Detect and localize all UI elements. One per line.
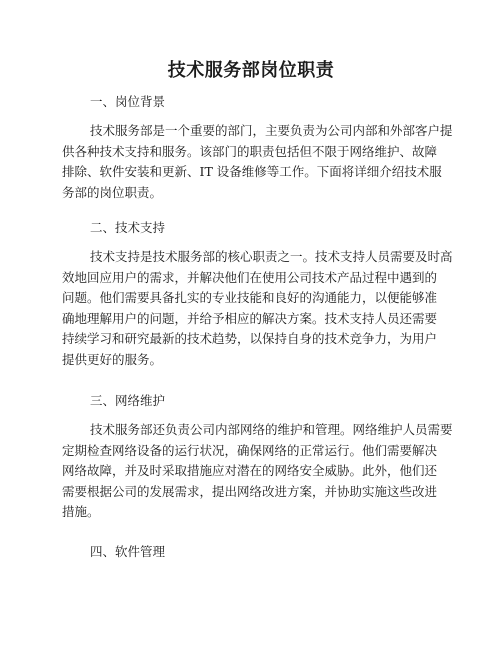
paragraph-line: 技术支持是技术服务部的核心职责之一。技术支持人员需要及时高	[90, 249, 453, 264]
section-heading-tech-support: 二、技术支持	[90, 220, 166, 235]
section-paragraph-background	[62, 121, 453, 203]
paragraph-line: 网络故障，并及时采取措施应对潜在的网络安全威胁。此外，他们还	[62, 463, 438, 478]
paragraph-line: 供各种技术支持和服务。该部门的职责包括但不限于网络维护、故障	[62, 143, 438, 159]
section-heading-network: 三、网络维护	[90, 393, 166, 408]
section-heading-software: 四、软件管理	[90, 544, 166, 559]
paragraph-line: 提供更好的服务。	[62, 351, 163, 367]
paragraph-line: 需要根据公司的发展需求，提出网络改进方案，并协助实施这些改进	[62, 483, 438, 499]
section-heading-background: 一、岗位背景	[90, 94, 166, 109]
paragraph-line: 效地回应用户的需求，并解决他们在使用公司技术产品过程中遇到的	[62, 269, 438, 285]
paragraph-line: 技术服务部还负责公司内部网络的维护和管理。网络维护人员需要	[90, 422, 453, 437]
paragraph-line: 确地理解用户的问题，并给予相应的解决方案。技术支持人员还需要	[62, 310, 438, 326]
section-paragraph-tech-support	[62, 247, 453, 370]
paragraph-line: 措施。	[62, 504, 100, 519]
paragraph-line: 技术服务部是一个重要的部门，主要负责为公司内部和外部客户提	[90, 123, 453, 138]
paragraph-line: 务部的岗位职责。	[62, 184, 163, 200]
paragraph-line: 问题。他们需要具备扎实的专业技能和良好的沟通能力，以便能够准	[62, 290, 438, 305]
document-title: 技术服务部岗位职责	[167, 60, 335, 81]
section-paragraph-network	[62, 420, 453, 523]
paragraph-line: 定期检查网络设备的运行状况，确保网络的正常运行。他们需要解决	[62, 442, 438, 458]
paragraph-line: 排除、软件安装和更新、IT 设备维修等工作。下面将详细介绍技术服	[62, 164, 442, 179]
paragraph-line: 持续学习和研究最新的技术趋势，以保持自身的技术竞争力，为用户	[62, 331, 438, 346]
